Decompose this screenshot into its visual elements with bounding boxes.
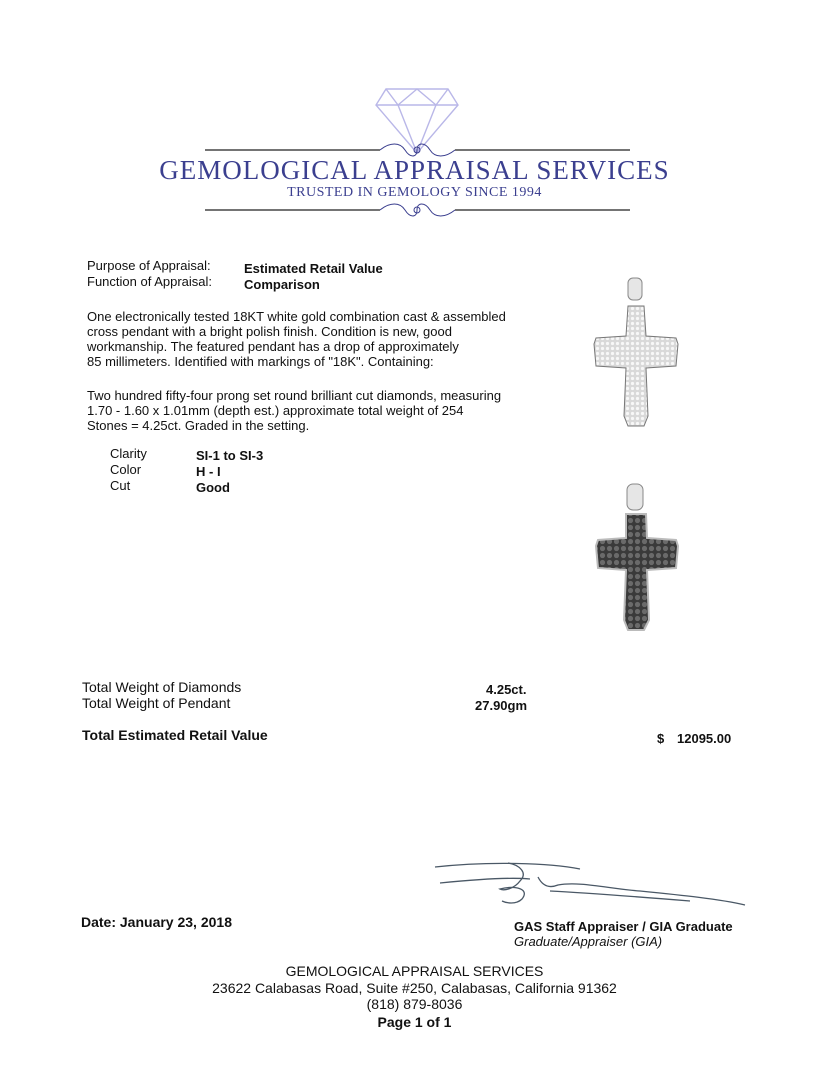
stones-line: Two hundred fifty-four prong set round brilliant cut diamonds, measuring (87, 388, 502, 403)
total-pendant-label: Total Weight of Pendant (82, 695, 231, 711)
top-rule-flourish (205, 140, 630, 160)
purpose-label: Purpose of Appraisal: (87, 258, 211, 273)
grading-value-color: H - I (196, 464, 221, 479)
total-retail-label: Total Estimated Retail Value (82, 727, 268, 743)
footer-phone: (818) 879-8036 (366, 996, 463, 1012)
appraiser-subtitle: Graduate/Appraiser (GIA) (514, 934, 663, 949)
page-number: Page 1 of 1 (377, 1014, 452, 1030)
stones-description (87, 388, 501, 433)
function-value: Comparison (244, 277, 320, 292)
grading-value-cut: Good (196, 480, 230, 495)
description-line: workmanship. The featured pendant has a drop of approximately (87, 339, 459, 354)
footer-company: GEMOLOGICAL APPRAISAL SERVICES (285, 963, 544, 979)
total-retail-value: 12095.00 (677, 731, 732, 746)
total-diamonds-label: Total Weight of Diamonds (82, 679, 242, 695)
grading-label-cut: Cut (110, 478, 131, 493)
company-tagline: TRUSTED IN GEMOLOGY SINCE 1994 (287, 185, 542, 200)
currency-symbol: $ (657, 731, 665, 746)
grading-label-color: Color (110, 462, 142, 477)
stones-line: Stones = 4.25ct. Graded in the setting. (87, 418, 310, 433)
purpose-value: Estimated Retail Value (244, 261, 383, 276)
bottom-rule-flourish (205, 200, 630, 220)
description-line: cross pendant with a bright polish finish. Condition is new, good (87, 324, 452, 339)
company-name: GEMOLOGICAL APPRAISAL SERVICES (159, 155, 670, 185)
appraiser-title: GAS Staff Appraiser / GIA Graduate (514, 919, 733, 934)
cross-pendant-back-image (592, 482, 682, 632)
total-pendant-value: 27.90gm (475, 698, 528, 713)
function-label: Function of Appraisal: (87, 274, 213, 289)
appraisal-date: Date: January 23, 2018 (81, 914, 232, 930)
description-line: 85 millimeters. Identified with markings of "18K". Containing: (87, 354, 434, 369)
item-description (87, 309, 506, 369)
grading-label-clarity: Clarity (110, 446, 147, 461)
grading-value-clarity: SI-1 to SI-3 (196, 448, 264, 463)
stones-line: 1.70 - 1.60 x 1.01mm (depth est.) approximate total weight of 254 (87, 403, 464, 418)
total-diamonds-value: 4.25ct. (486, 682, 527, 697)
appraiser-signature (430, 855, 750, 915)
description-line: One electronically tested 18KT white gold combination cast & assembled (87, 309, 506, 324)
cross-pendant-front-image (590, 276, 682, 428)
footer-address: 23622 Calabasas Road, Suite #250, Calabasas, California 91362 (212, 980, 617, 996)
